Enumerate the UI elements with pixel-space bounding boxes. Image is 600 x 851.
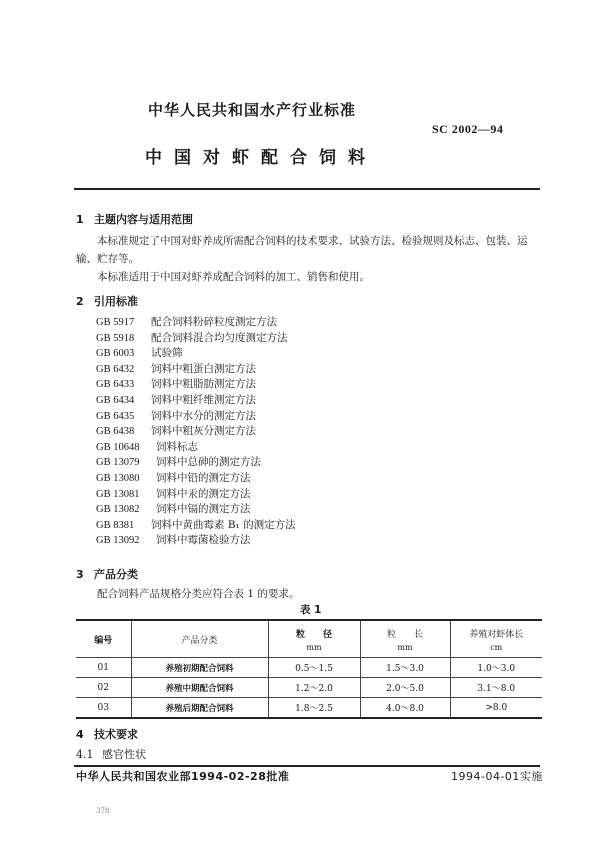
document-title: 中国对虾配合饲料 — [145, 148, 377, 168]
section-2-heading — [76, 293, 138, 309]
table-cell: 03 — [97, 702, 109, 713]
section-number: 1 — [76, 213, 84, 226]
column-header: 粒 长 mm — [360, 620, 450, 658]
table-cell: 4.0～8.0 — [360, 698, 450, 719]
reference-title: 饲料中黄曲霉素 B₁ 的测定方法 — [151, 518, 296, 531]
reference-title: 配合饲料粉碎粒度测定方法 — [151, 316, 277, 328]
subsection-number: 4.1 — [76, 748, 94, 761]
subsection-4-1-heading — [76, 746, 146, 762]
reference-item — [96, 362, 296, 378]
issuing-organization: 中华人民共和国水产行业标准 — [148, 101, 357, 119]
reference-item — [96, 409, 296, 425]
table-cell: 1.2～2.0 — [268, 678, 360, 698]
section-1-heading — [76, 211, 193, 227]
section-3-paragraph: 配合饲料产品规格分类应符合表 1 的要求。 — [97, 588, 300, 600]
section-title: 引用标准 — [94, 295, 138, 308]
reference-item — [96, 471, 296, 487]
table-header-row — [76, 620, 542, 658]
section-number: 3 — [76, 568, 84, 581]
reference-item — [96, 393, 296, 409]
table-cell: 0.5～1.5 — [268, 658, 360, 678]
reference-title: 饲料中粗蛋白测定方法 — [151, 362, 256, 375]
reference-code: GB 13080 — [96, 472, 140, 484]
table-cell: 02 — [76, 678, 131, 698]
reference-code: GB 10648 — [96, 441, 140, 453]
reference-item — [96, 455, 296, 471]
reference-code: GB 5918 — [96, 332, 135, 344]
reference-title: 饲料中总砷的测定方法 — [156, 456, 261, 469]
section-3-heading — [76, 566, 138, 582]
product-spec-table — [76, 619, 542, 719]
table-cell: 1.0～3.0 — [450, 658, 542, 678]
reference-title: 饲料中铅的测定方法 — [156, 471, 251, 484]
table-cell: 养殖中期配合饲料 — [131, 678, 268, 698]
table-row — [76, 698, 542, 719]
reference-item — [96, 518, 296, 534]
footer-divider — [74, 765, 540, 767]
reference-code: GB 6435 — [96, 410, 135, 422]
reference-title: 饲料中粗灰分测定方法 — [151, 425, 256, 438]
section-1-paragraph-1: 本标准规定了中国对虾养成所需配合饲料的技术要求、试验方法、检验规则及标志、包装、运输、贮存等。 — [76, 235, 528, 265]
reference-item — [96, 424, 296, 440]
reference-title: 饲料标志 — [156, 440, 198, 453]
reference-code: GB 13082 — [96, 504, 140, 516]
reference-code: GB 13092 — [96, 535, 140, 547]
column-unit: mm — [306, 642, 322, 652]
reference-item — [96, 502, 296, 518]
reference-code: GB 6432 — [96, 363, 135, 375]
column-unit: mm — [397, 642, 413, 652]
reference-code: GB 6003 — [96, 348, 135, 360]
reference-code: GB 6433 — [96, 379, 135, 391]
subsection-title: 感官性状 — [102, 748, 146, 761]
reference-title: 配合饲料混合均匀度测定方法 — [151, 331, 288, 344]
reference-code: GB 6438 — [96, 426, 135, 438]
reference-item — [96, 533, 296, 549]
reference-item — [96, 487, 296, 503]
reference-list — [96, 315, 296, 549]
effective-date: 1994-04-01实施 — [451, 770, 543, 783]
reference-code: GB 5917 — [96, 317, 135, 328]
section-4-heading — [76, 726, 138, 742]
section-1-paragraph-2: 本标准适用于中国对虾养成配合饲料的加工、销售和使用。 — [97, 271, 370, 283]
reference-code: GB 8381 — [96, 519, 135, 531]
standard-code: SC 2002—94 — [432, 122, 504, 136]
column-header: 编号 — [76, 620, 131, 658]
table-cell: 1.5～3.0 — [360, 658, 450, 678]
reference-item — [96, 377, 296, 393]
table-cell: 2.0～5.0 — [360, 678, 450, 698]
table-cell: 1.8～2.5 — [268, 698, 360, 719]
reference-item — [96, 440, 296, 456]
header-divider — [74, 188, 540, 190]
column-header: 养殖对虾体长 cm — [450, 620, 542, 658]
reference-title: 饲料中霉菌检验方法 — [156, 534, 251, 547]
table-cell: >8.0 — [450, 698, 542, 719]
column-header: 粒 径 mm — [268, 620, 360, 658]
page-number: 378 — [96, 807, 110, 815]
approval-note: 中华人民共和国农业部1994-02-28批准 — [76, 770, 290, 783]
table-row — [76, 678, 542, 698]
reference-title: 饲料中水分的测定方法 — [151, 409, 256, 422]
reference-item — [96, 346, 296, 362]
column-header: 产品分类 — [131, 620, 268, 658]
reference-title: 试验筛 — [151, 347, 183, 360]
table-cell: 养殖初期配合饲料 — [131, 658, 268, 678]
section-title: 产品分类 — [94, 568, 138, 581]
section-number: 4 — [76, 728, 84, 741]
reference-code: GB 13079 — [96, 457, 140, 469]
reference-item — [96, 331, 296, 347]
reference-title: 饲料中粗纤维测定方法 — [151, 393, 256, 406]
reference-title: 饲料中粗脂肪测定方法 — [151, 378, 256, 391]
reference-item — [96, 315, 296, 331]
reference-title: 饲料中镉的测定方法 — [156, 503, 251, 516]
table-row — [76, 658, 542, 678]
table-cell: 养殖后期配合饲料 — [131, 698, 268, 719]
section-number: 2 — [76, 295, 84, 308]
reference-title: 饲料中汞的测定方法 — [156, 487, 251, 500]
reference-code: GB 13081 — [96, 488, 140, 500]
table-cell: 3.1～8.0 — [450, 678, 542, 698]
reference-code: GB 6434 — [96, 394, 135, 406]
section-title: 主题内容与适用范围 — [94, 213, 193, 226]
table-caption: 表 1 — [300, 604, 322, 616]
section-title: 技术要求 — [94, 728, 138, 741]
table-cell: 01 — [76, 658, 131, 678]
column-unit: cm — [490, 642, 503, 652]
